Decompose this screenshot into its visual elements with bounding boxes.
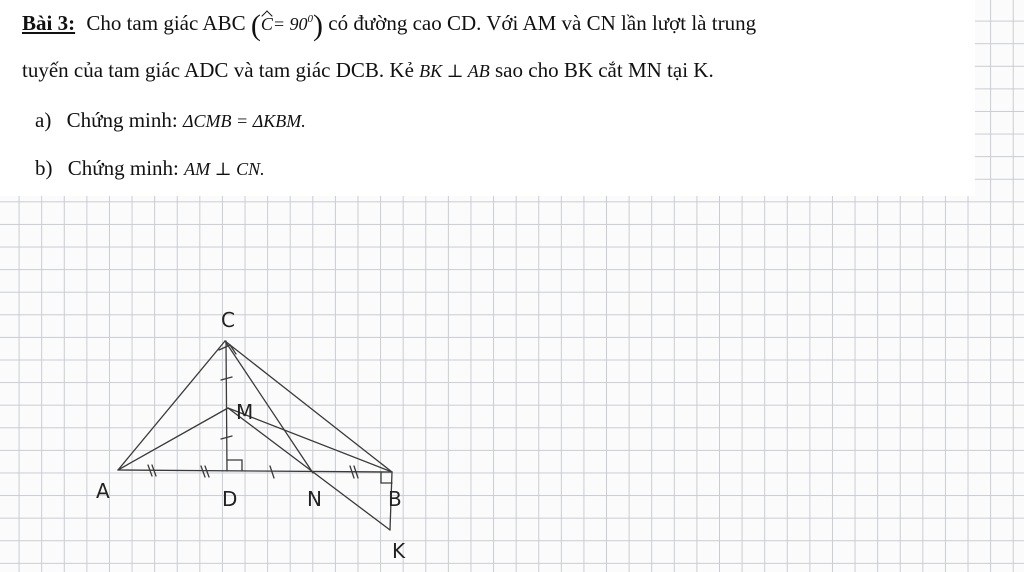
problem-label: Bài 3: bbox=[22, 11, 76, 35]
label-c: C bbox=[221, 308, 235, 332]
right-angle-d bbox=[227, 460, 242, 471]
line1-text-b: có đường cao CD. Với AM và CN lần lượt là trung bbox=[328, 11, 757, 35]
part-b-label: b) bbox=[35, 156, 53, 180]
label-k: K bbox=[392, 539, 406, 563]
part-a-label: a) bbox=[35, 108, 52, 132]
line1-text-a: Cho tam giác ABC bbox=[86, 11, 246, 35]
open-paren: ( bbox=[250, 9, 261, 42]
part-b-text: Chứng minh: bbox=[67, 156, 179, 180]
part-a-text: Chứng minh: bbox=[66, 108, 178, 132]
close-paren: ) bbox=[313, 9, 324, 42]
part-a-math: ΔCMB = ΔKBM. bbox=[182, 111, 306, 131]
line2-text-b: sao cho BK cắt MN tại K. bbox=[495, 58, 714, 82]
segment-am bbox=[118, 408, 228, 470]
segment-cd bbox=[226, 341, 227, 471]
part-b-math: AM ⊥ CN. bbox=[184, 159, 265, 179]
right-angle-b bbox=[381, 472, 392, 483]
tick-ad-2b bbox=[205, 466, 209, 477]
angle-c-hat: C bbox=[260, 14, 273, 34]
segment-ac bbox=[118, 341, 225, 470]
label-d: D bbox=[222, 487, 238, 511]
tick-ad-2a bbox=[201, 466, 205, 477]
label-a: A bbox=[96, 479, 110, 503]
label-b: B bbox=[388, 487, 402, 511]
angle-c-degree: 0 bbox=[307, 13, 314, 25]
label-n: N bbox=[307, 487, 322, 511]
bk-perp-ab: BK ⊥ AB bbox=[419, 61, 490, 81]
segment-mk bbox=[228, 408, 390, 530]
line2-text-a: tuyến của tam giác ADC và tam giác DCB. Kẻ bbox=[22, 58, 414, 82]
angle-c-eq: = 90 bbox=[272, 14, 308, 34]
tick-dn bbox=[270, 466, 274, 478]
label-m: M bbox=[236, 400, 254, 424]
